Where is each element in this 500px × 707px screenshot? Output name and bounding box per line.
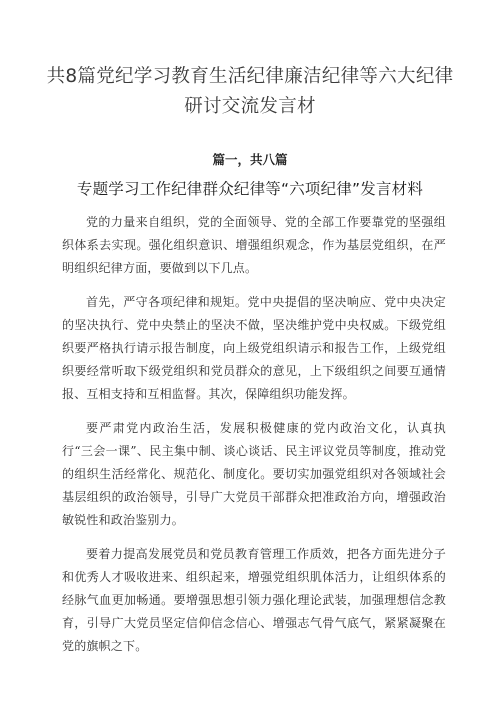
paragraph-1: 党的力量来自组织，党的全面领导、党的全部工作要靠党的坚强组织体系去实现。强化组织意识、增强组织观念，作为基层党组织，在严明组织纪律方面，要做到以下几点。 (62, 215, 446, 275)
section-heading: 篇一，共八篇 (212, 152, 288, 167)
paragraph-2: 首先，严守各项纪律和规矩。党中央提倡的坚决响应、党中央决定的坚决执行、党中央禁止的坚决不做，坚决维护党中央权威。下级党组织要严格执行请示报告制度，向上级党组织请示和报告工作，上级党组织要经常听取下级党组织和党员群众的意见，上下级组织之间要互通情报、互相支持和互相监督。其次，保障组织功能发挥。 (62, 295, 446, 401)
document-title (40, 62, 460, 122)
paragraph-3: 要严肃党内政治生活，发展积极健康的党内政治文化，认真执行“三会一课”、民主集中制、谈心谈话、民主评议党员等制度，推动党的组织生活经常化、规范化、制度化。要切实加强党组织对各领域社会基层组织的政治领导，引导广大党员干部群众把准政治方向，增强政治敏锐性和政治鉴别力。 (62, 421, 446, 527)
document-title-line-2: 研讨交流发言材 (184, 96, 316, 117)
paragraph-4: 要着力提高发展党员和党员教育管理工作质效，把各方面先进分子和优秀人才吸收进来、组织起来，增强党组织肌体活力，让组织体系的经脉气血更加畅通。要增强思想引领力强化理论武装，加强理想信念教育，引导广大党员坚定信仰信念信心、增强志气骨气底气，紧紧凝聚在党的旗帜之下。 (62, 547, 446, 653)
document-title-line-1: 共8篇党纪学习教育生活纪律廉洁纪律等六大纪律 (46, 66, 454, 87)
section-subtitle: 专题学习工作纪律群众纪律等“六项纪律”发言材料 (76, 180, 424, 198)
body-text (62, 211, 446, 669)
